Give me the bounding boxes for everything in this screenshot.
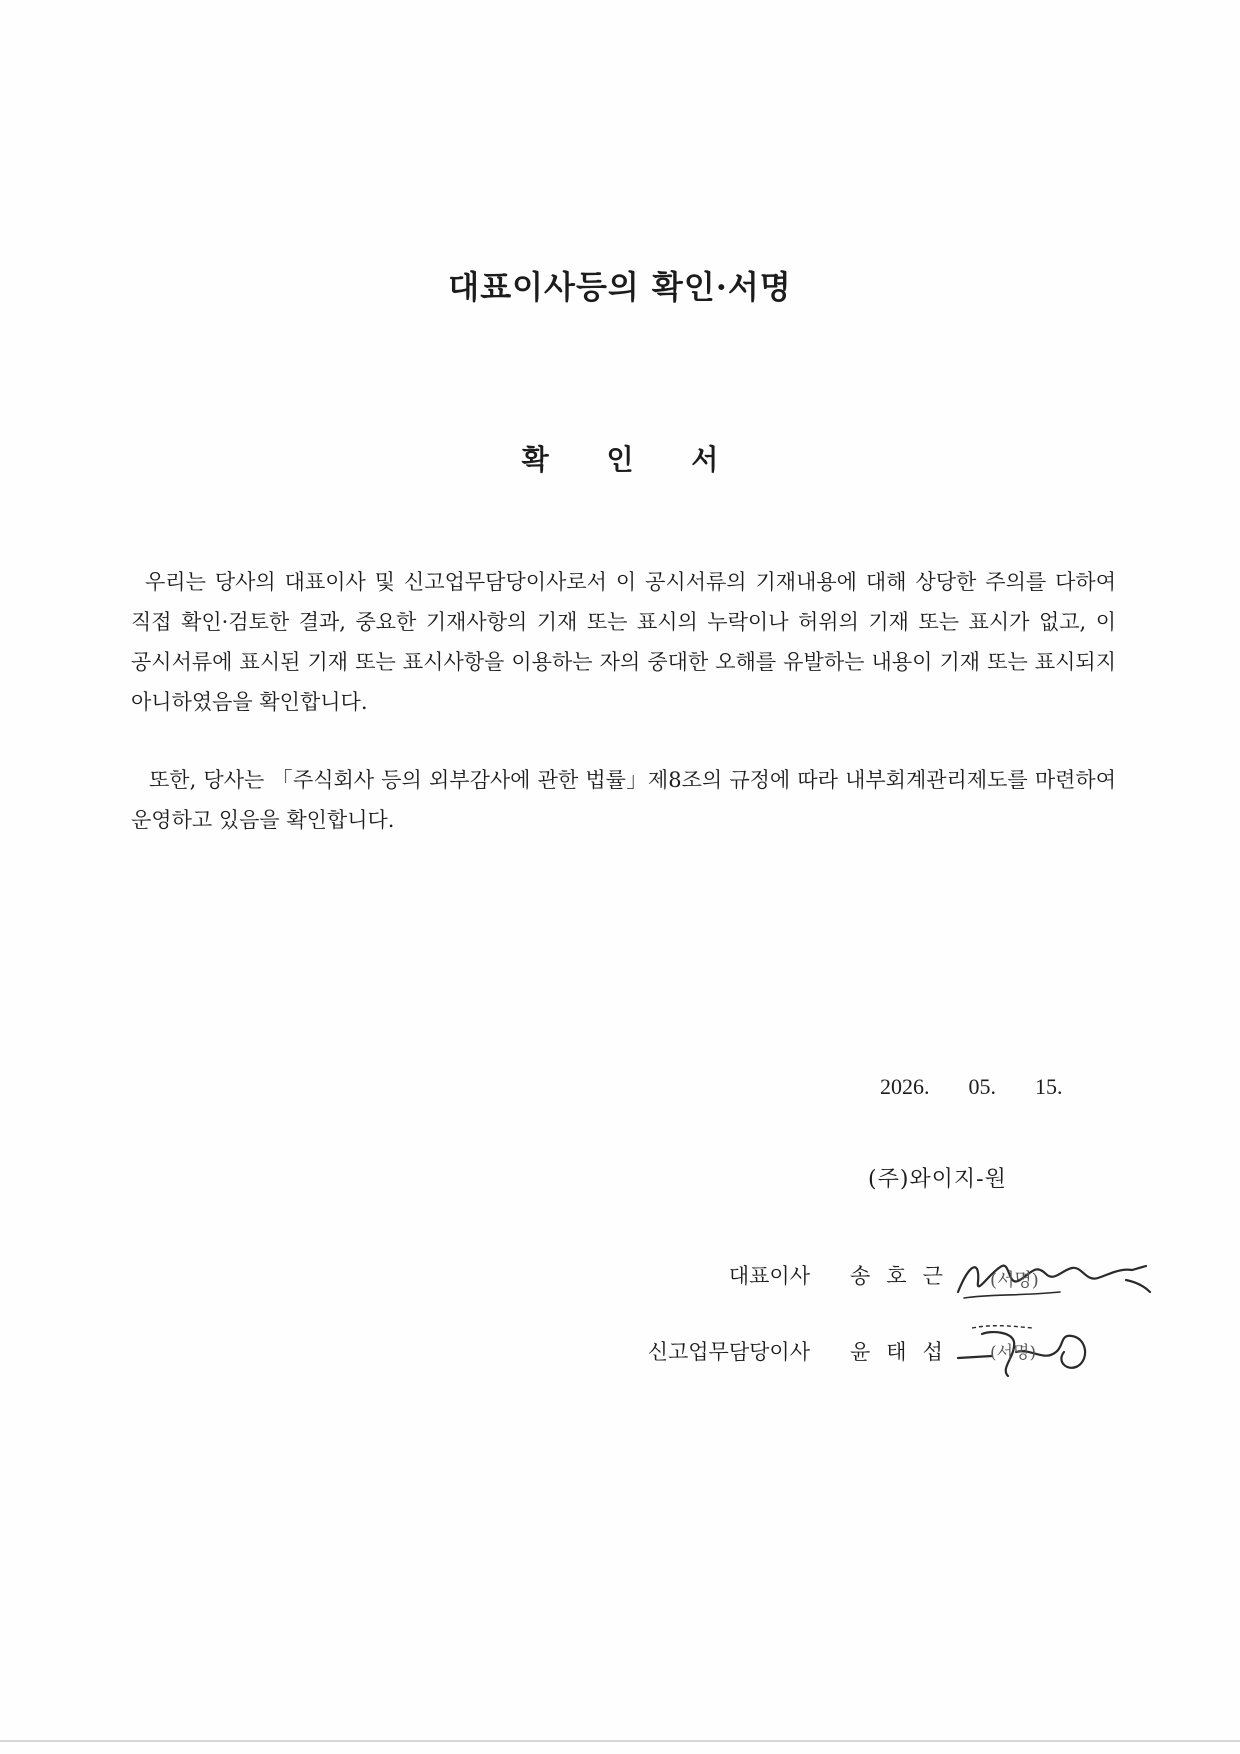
document-title: 대표이사등의 확인·서명	[448, 268, 792, 306]
signatory-name: 윤태섭	[850, 1340, 959, 1364]
internal-control-paragraph: 또한, 당사는 「주식회사 등의 외부감사에 관한 법률」제8조의 규정에 따라 내부회계관리제도를 마련하여 운영하고 있음을 확인합니다.	[131, 768, 1116, 832]
signature-row-disclosure-director	[0, 1328, 1240, 1378]
confirmation-paragraph: 우리는 당사의 대표이사 및 신고업무담당이사로서 이 공시서류의 기재내용에 대해 상당한 주의를 다하여 직접 확인·검토한 결과, 중요한 기재사항의 기재 또는 표시의 누락이나 허위의 기재 또는 표시가 없고, 이 공시서류에 표시된 기재 또는 표시사항을 이용하는 자의 중대한 오해를 유발하는 내용이 기재 또는 표시되지 아니하였음을 확인합니다.	[131, 570, 1116, 714]
signing-date: 2026. 05. 15.	[880, 1074, 1063, 1099]
handwritten-signature-icon	[950, 1252, 1160, 1304]
page-bottom-edge	[0, 1740, 1240, 1742]
signatory-name: 송호근	[850, 1264, 959, 1288]
confirmation-heading: 확 인 서	[521, 443, 743, 476]
signature-row-ceo	[0, 1252, 1240, 1302]
signatory-role: 신고업무담당이사	[647, 1340, 810, 1364]
signatory-role: 대표이사	[728, 1264, 810, 1288]
company-name: (주)와이지-원	[868, 1167, 1007, 1192]
svg-text:(서명): (서명)	[990, 1343, 1037, 1363]
svg-text:(서명): (서명)	[990, 1270, 1039, 1291]
handwritten-signature-icon	[952, 1322, 1112, 1380]
